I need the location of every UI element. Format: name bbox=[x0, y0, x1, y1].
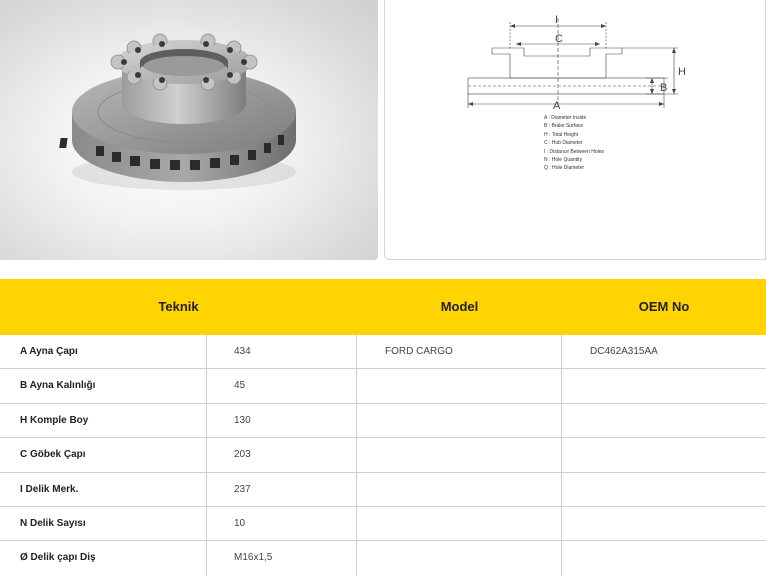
legend-item: C : Hub Diameter bbox=[544, 140, 583, 147]
spec-label: N Delik Sayısı bbox=[0, 507, 207, 540]
spec-value: 434 bbox=[207, 335, 357, 368]
brake-disc-image bbox=[0, 0, 378, 260]
oem-value bbox=[562, 438, 766, 471]
spec-label: Ø Delik çapı Diş bbox=[0, 541, 207, 575]
dimension-legend bbox=[544, 114, 604, 173]
legend-item: Q : Hole Diameter bbox=[544, 165, 585, 172]
legend-item: A : Diameter Inside bbox=[544, 115, 587, 121]
spec-value: M16x1,5 bbox=[207, 541, 357, 575]
model-value bbox=[357, 369, 562, 402]
model-value: FORD CARGO bbox=[357, 335, 562, 368]
oem-value bbox=[562, 473, 766, 506]
dim-label-h: H bbox=[678, 66, 686, 78]
model-value bbox=[357, 541, 562, 575]
table-row bbox=[0, 438, 766, 472]
table-row bbox=[0, 541, 766, 575]
legend-item: H : Total Height bbox=[544, 131, 579, 138]
oem-value bbox=[562, 541, 766, 575]
spec-label: A Ayna Çapı bbox=[0, 335, 207, 368]
spec-label: H Komple Boy bbox=[0, 404, 207, 437]
table-row bbox=[0, 369, 766, 403]
table-row bbox=[0, 507, 766, 541]
legend-item: B : Brake Surface bbox=[544, 123, 584, 130]
model-value bbox=[357, 404, 562, 437]
oem-value bbox=[562, 404, 766, 437]
oem-value bbox=[562, 369, 766, 402]
spec-value: 237 bbox=[207, 473, 357, 506]
spec-value: 10 bbox=[207, 507, 357, 540]
spec-value: 203 bbox=[207, 438, 357, 471]
header-model: Model bbox=[440, 299, 479, 314]
header-oem: OEM No bbox=[638, 299, 690, 314]
product-photo bbox=[0, 0, 378, 260]
model-value bbox=[357, 438, 562, 471]
legend-item: I : Distance Between Holes bbox=[544, 148, 605, 155]
specs-table bbox=[0, 279, 766, 576]
oem-value: DC462A315AA bbox=[590, 346, 658, 357]
header-teknik: Teknik bbox=[158, 299, 199, 314]
oem-value bbox=[562, 507, 766, 540]
spec-value: 130 bbox=[207, 404, 357, 437]
model-value bbox=[357, 473, 562, 506]
table-row bbox=[0, 404, 766, 438]
spec-value: 45 bbox=[207, 369, 357, 402]
legend-item: N : Hole Quantity bbox=[544, 157, 583, 164]
table-row bbox=[0, 473, 766, 507]
dim-label-a: A bbox=[553, 100, 561, 112]
dim-label-b: B bbox=[660, 82, 668, 94]
model-value bbox=[357, 507, 562, 540]
table-row bbox=[0, 335, 766, 369]
spec-label: B Ayna Kalınlığı bbox=[0, 369, 207, 402]
table-header bbox=[0, 279, 766, 335]
dim-label-i: I bbox=[555, 14, 559, 26]
spec-label: I Delik Merk. bbox=[0, 473, 207, 506]
spec-label: C Göbek Çapı bbox=[0, 438, 207, 471]
dim-label-c: C bbox=[555, 33, 563, 45]
